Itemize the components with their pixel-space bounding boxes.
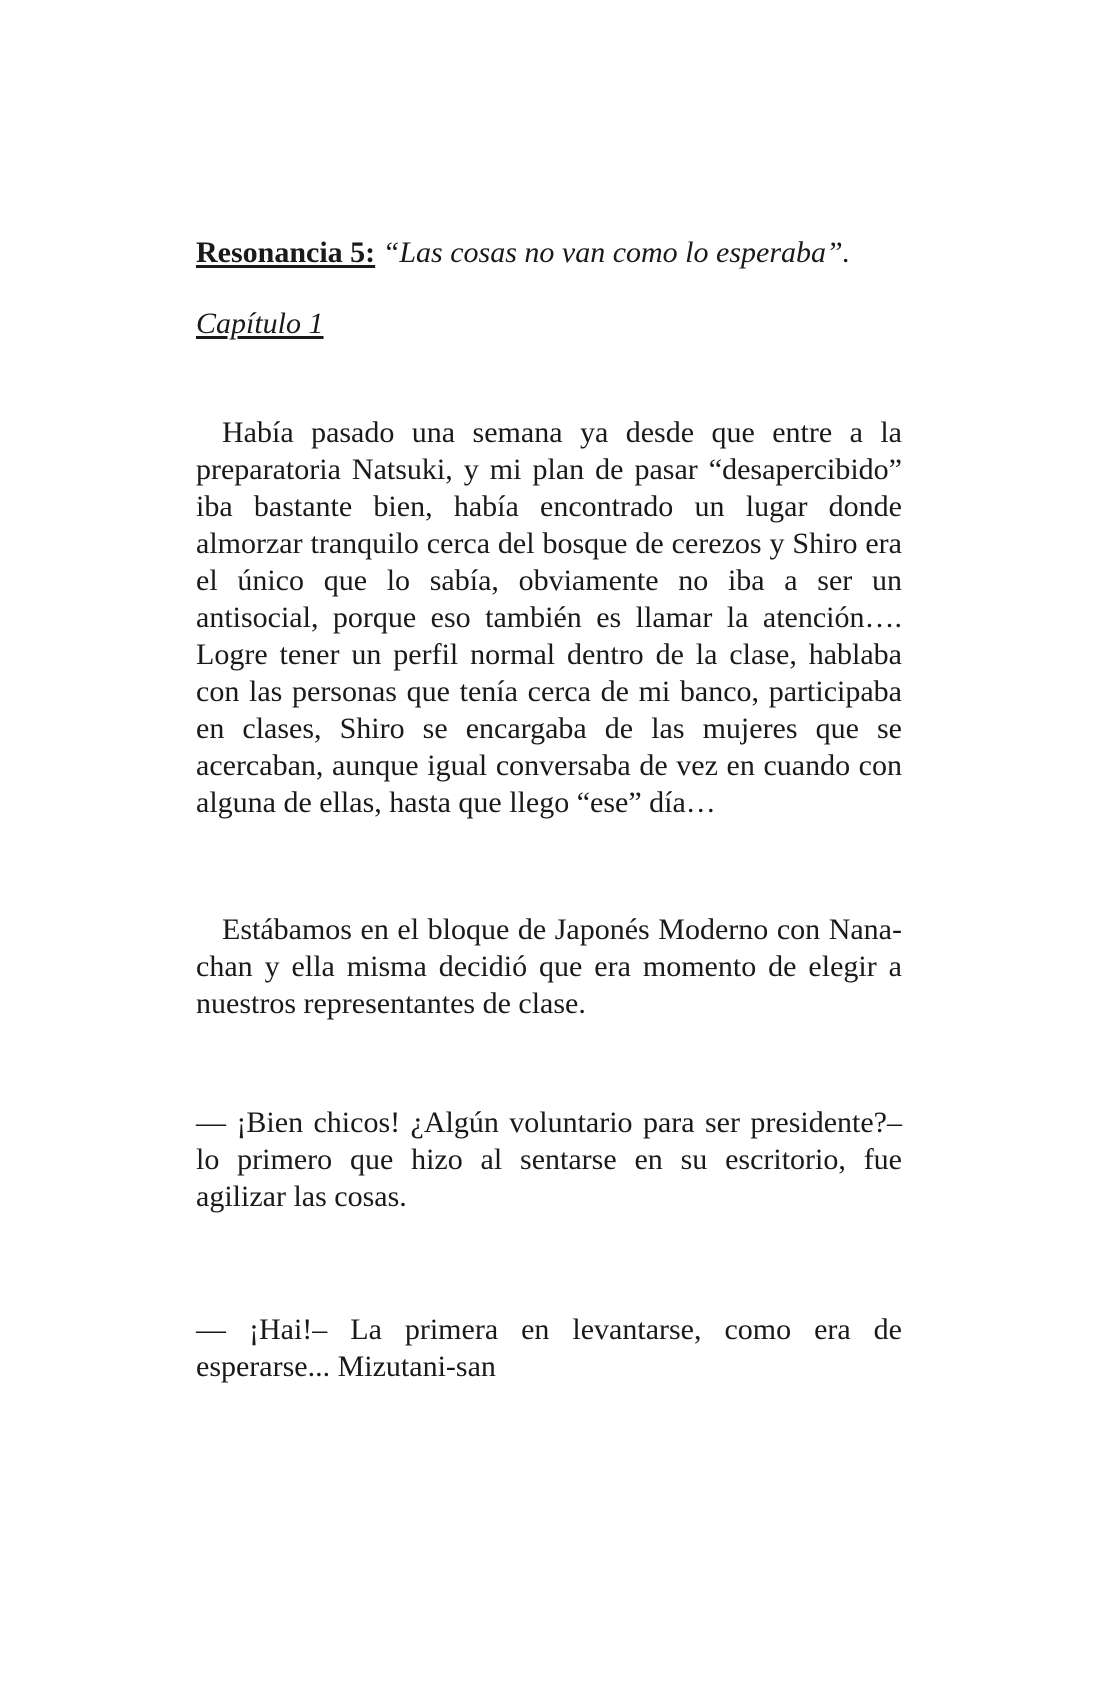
chapter-heading — [196, 234, 902, 271]
dialogue-line: — ¡Hai!– La primera en levantarse, como era de esperarse... Mizutani-san — [196, 1313, 902, 1383]
paragraph: Había pasado una semana ya desde que entre a la preparatoria Natsuki, y mi plan de pasar “desapercibido” iba bastante bien, había encontrado un lugar donde almorzar tranquilo cerca del bosque de cerezos y Shiro era el único que lo sabía, obviamente no iba a ser un antisocial, porque eso también es llamar la atención…. Logre tener un perfil normal dentro de la clase, hablaba con las personas que tenía cerca de mi banco, participaba en clases, Shiro se encargaba de las mujeres que se acercaban, aunque igual conversaba de vez en cuando con alguna de ellas, hasta que llego “ese” día… — [196, 416, 902, 819]
heading-title: “Las cosas no van como lo esperaba”. — [382, 236, 851, 269]
dialogue-line: — ¡Bien chicos! ¿Algún voluntario para ser presidente?– lo primero que hizo al sentarse en su escritorio, fue agilizar las cosas. — [196, 1106, 902, 1213]
heading-label: Resonancia 5: — [196, 236, 376, 269]
paragraph: Estábamos en el bloque de Japonés Moderno con Nana-chan y ella misma decidió que era momento de elegir a nuestros representantes de clase. — [196, 913, 902, 1020]
page-content — [196, 234, 902, 1385]
chapter-subtitle: Capítulo 1 — [196, 307, 324, 340]
